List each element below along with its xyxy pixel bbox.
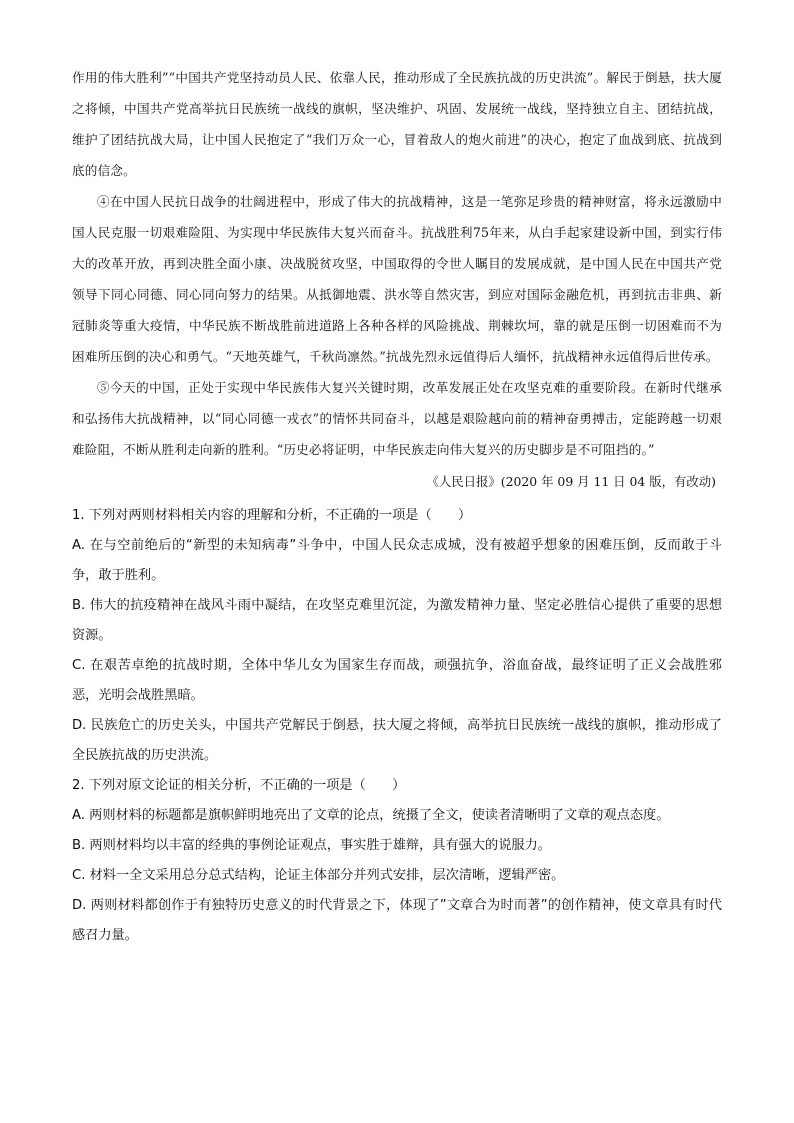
option-d: D. 两则材料都创作于有独特历史意义的时代背景之下，体现了”文章合为时而著”的创作精神，使文章具有时代感召力量。 — [72, 898, 722, 943]
option-b: B. 伟大的抗疫精神在战风斗雨中凝结，在攻坚克难里沉淀，为激发精神力量、坚定必胜信心提供了重要的思想资源。 — [72, 598, 722, 643]
question-stem: 1. 下列对两则材料相关内容的理解和分析，不正确的一项是（ ） — [72, 508, 472, 523]
option-b: B. 两则材料均以丰富的经典的事例论证观点，事实胜于雄辩，具有强大的说服力。 — [72, 838, 551, 853]
passage-paragraph-2: ④在中国人民抗日战争的壮阔进程中，形成了伟大的抗战精神，这是一笔弥足珍贵的精神财富，将永远激励中国人民克服一切艰难险阻、为实现中华民族伟大复兴而奋斗。抗战胜利75年来，从白手起家建设新中国，到实行伟大的改革开放，再到决胜全面小康、决战脱贫攻坚，中国取得的令世人瞩目的发展成就，是中国人民在中国共产党领导下同心同德、同心同向努力的结果。从抵御地震、洪水等自然灾害，到应对国际金融危机，再到抗击非典、新冠肺炎等重大疫情，中华民族不断战胜前进道路上各种各样的风险挑战、荆棘坎坷，靠的就是压倒一切困难而不为困难所压倒的决心和勇气。“天地英雄气，千秋尚凛然。”抗战先烈永远值得后人缅怀，抗战精神永远值得后世传承。 — [72, 194, 722, 364]
option-d: D. 民族危亡的历史关头，中国共产党解民于倒悬，扶大厦之将倾，高举抗日民族统一战线的旗帜，推动形成了全民族抗战的历史洪流。 — [72, 718, 722, 763]
question-stem: 2. 下列对原文论证的相关分析，不正确的一项是（ ） — [72, 778, 406, 793]
passage-paragraph-1: 作用的伟大胜利”“中国共产党坚持动员人民、依靠人民，推动形成了全民族抗战的历史洪流”。解民于倒悬，扶大厦之将倾，中国共产党高举抗日民族统一战线的旗帜，坚决维护、巩固、发展统一战线，坚持独立自主、团结抗战，维护了团结抗战大局，让中国人民抱定了“我们万众一心，冒着敌人的炮火前进”的决心，抱定了血战到底、抗战到底的信念。 — [72, 70, 722, 178]
option-c: C. 材料一全文采用总分总式结构，论证主体部分并列式安排，层次清晰，逻辑严密。 — [72, 868, 565, 883]
document-page — [72, 62, 722, 951]
question-list — [72, 501, 722, 951]
reading-passage — [72, 62, 722, 497]
source-citation: 《人民日报》(2020 年 09 月 11 日 04 版，有改动) — [426, 474, 716, 489]
option-a: A. 在与空前绝后的“新型的未知病毒”斗争中，中国人民众志成城，没有被超乎想象的困难压倒，反而敢于斗争，敢于胜利。 — [72, 538, 722, 583]
option-a: A. 两则材料的标题都是旗帜鲜明地亮出了文章的论点，统摄了全文，使读者清晰明了文章的观点态度。 — [72, 808, 670, 823]
question-1 — [72, 501, 722, 771]
question-2 — [72, 771, 722, 951]
option-c: C. 在艰苦卓绝的抗战时期，全体中华儿女为国家生存而战，顽强抗争，浴血奋战，最终证明了正义会战胜邪恶，光明会战胜黑暗。 — [72, 658, 722, 703]
passage-paragraph-3: ⑤今天的中国，正处于实现中华民族伟大复兴关键时期，改革发展正处在攻坚克难的重要阶段。在新时代继承和弘扬伟大抗战精神，以“同心同德一戎衣”的情怀共同奋斗，以越是艰险越向前的精神奋勇搏击，定能跨越一切艰难险阻，不断从胜利走向新的胜利。“历史必将证明，中华民族走向伟大复兴的历史脚步是不可阻挡的。” — [72, 380, 722, 457]
